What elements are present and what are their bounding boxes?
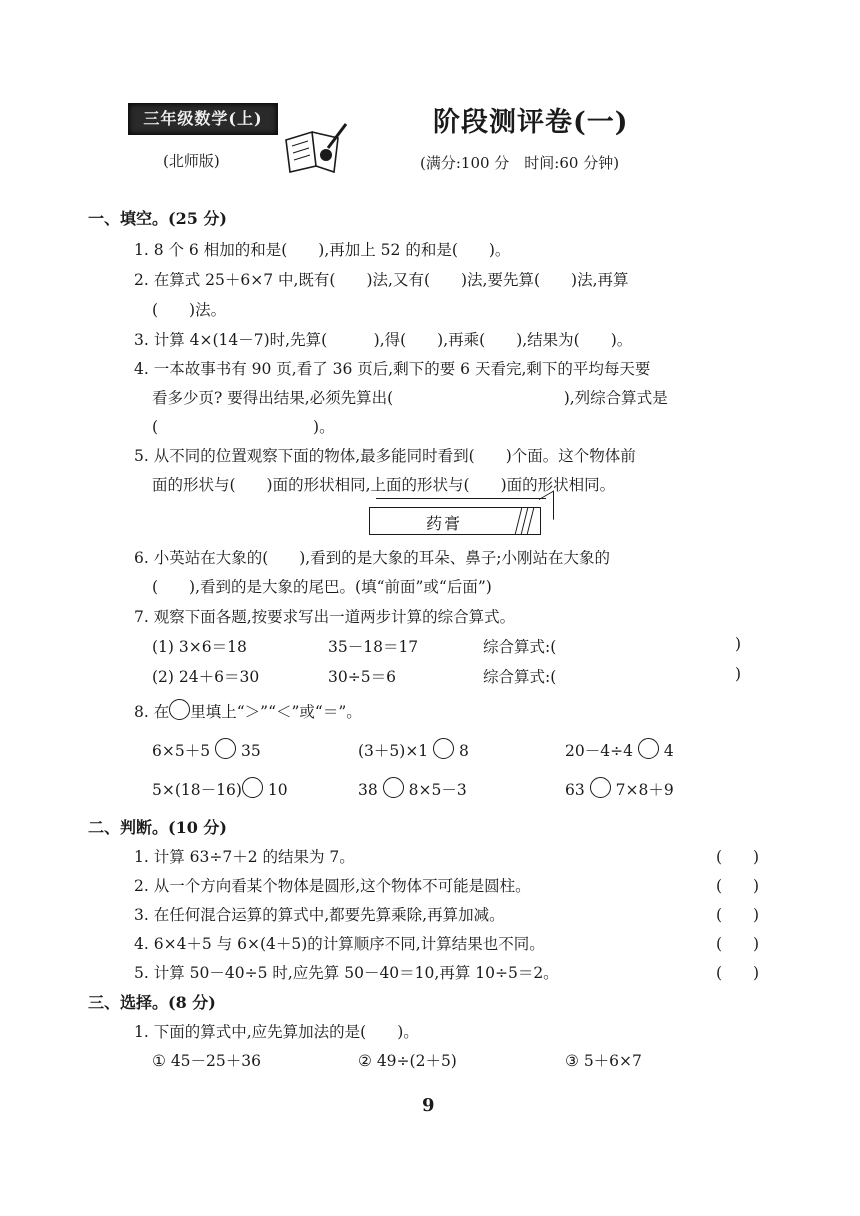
question-1-2: 2. 在算式 25＋6×7 中,既有( )法,又有( )法,要先算( )法,再算 xyxy=(134,271,629,289)
compare-right: 8 xyxy=(459,742,469,760)
choice-option-2: ② 49÷(2＋5) xyxy=(358,1052,457,1070)
blank-circle-icon xyxy=(433,738,454,759)
judge-answer-slot: ( ) xyxy=(716,848,760,866)
question-1-4-cont: 看多少页? 要得出结果,必须先算出( ),列综合算式是 xyxy=(152,389,668,407)
section-heading-fill: 一、填空。(25 分) xyxy=(88,209,227,228)
compare-item-4 xyxy=(152,777,288,800)
compare-right: 4 xyxy=(663,742,674,760)
q7-1-eq2: 35－18＝17 xyxy=(328,638,419,656)
judge-answer-slot: ( ) xyxy=(716,935,760,953)
judge-item-2: 2. 从一个方向看某个物体是圆形,这个物体不可能是圆柱。 xyxy=(134,877,531,895)
compare-right: 7×8＋9 xyxy=(615,781,674,799)
blank-circle-icon xyxy=(590,777,611,798)
box-end-face xyxy=(539,490,554,528)
section-heading-choice: 三、选择。(8 分) xyxy=(88,993,216,1012)
q7-2-eq1: (2) 24＋6＝30 xyxy=(152,668,260,686)
q7-1-answer-label: 综合算式:( xyxy=(483,638,557,656)
judge-answer-slot: ( ) xyxy=(716,964,760,982)
choice-option-1: ① 45－25＋36 xyxy=(152,1052,261,1070)
question-1-4-cont2: ( )。 xyxy=(152,418,335,436)
q8-suffix: 里填上“＞”“＜”或“＝”。 xyxy=(190,703,362,721)
question-1-3: 3. 计算 4×(14－7)时,先算( ),得( ),再乘( ),结果为( )。 xyxy=(134,331,633,349)
compare-item-5 xyxy=(358,777,467,800)
page-title: 阶段测评卷(一) xyxy=(433,107,629,138)
q7-2-answer-label: 综合算式:( xyxy=(483,668,557,686)
choice-question-1: 1. 下面的算式中,应先算加法的是( )。 xyxy=(134,1023,419,1041)
compare-right: 35 xyxy=(240,742,261,760)
question-1-6: 6. 小英站在大象的( ),看到的是大象的耳朵、鼻子;小刚站在大象的 xyxy=(134,549,610,567)
question-1-6-cont: ( ),看到的是大象的尾巴。(填“前面”或“后面”) xyxy=(152,578,492,596)
compare-left: (3＋5)×1 xyxy=(358,742,429,760)
blank-circle-icon xyxy=(215,738,236,759)
grade-banner: 三年级数学(上) xyxy=(128,103,278,135)
compare-right: 10 xyxy=(267,781,288,799)
question-1-7: 7. 观察下面各题,按要求写出一道两步计算的综合算式。 xyxy=(134,608,516,626)
question-1-4: 4. 一本故事书有 90 页,看了 36 页后,剩下的要 6 天看完,剩下的平均每天要 xyxy=(134,360,651,378)
section-heading-judge: 二、判断。(10 分) xyxy=(88,818,227,837)
compare-left: 5×(18－16) xyxy=(152,781,242,799)
judge-answer-slot: ( ) xyxy=(716,906,760,924)
compare-item-3 xyxy=(565,738,674,761)
q7-2-answer-close: ) xyxy=(735,665,742,683)
box-label: 药膏 xyxy=(426,514,463,533)
box-top-edge xyxy=(376,498,546,507)
compare-item-1 xyxy=(152,738,261,761)
compare-left: 63 xyxy=(565,781,585,799)
compare-left: 20－4÷4 xyxy=(565,742,633,760)
question-1-5-cont: 面的形状与( )面的形状相同,上面的形状与( )面的形状相同。 xyxy=(152,476,616,494)
judge-item-1: 1. 计算 63÷7＋2 的结果为 7。 xyxy=(134,848,355,866)
edition-label: (北师版) xyxy=(163,152,220,170)
question-1-5: 5. 从不同的位置观察下面的物体,最多能同时看到( )个面。这个物体前 xyxy=(134,447,636,465)
compare-item-6 xyxy=(565,777,674,800)
judge-item-5: 5. 计算 50－40÷5 时,应先算 50－40＝10,再算 10÷5＝2。 xyxy=(134,964,559,982)
question-1-8 xyxy=(134,699,362,722)
compare-item-2 xyxy=(358,738,469,761)
ointment-box-figure xyxy=(369,507,541,535)
q7-1-eq1: (1) 3×6＝18 xyxy=(152,638,247,656)
blank-circle-icon xyxy=(383,777,404,798)
judge-answer-slot: ( ) xyxy=(716,877,760,895)
compare-left: 38 xyxy=(358,781,378,799)
judge-item-3: 3. 在任何混合运算的算式中,都要先算乘除,再算加减。 xyxy=(134,906,505,924)
judge-item-4: 4. 6×4＋5 与 6×(4＋5)的计算顺序不同,计算结果也不同。 xyxy=(134,935,545,953)
blank-circle-icon xyxy=(638,738,659,759)
score-time-info: (满分:100 分 时间:60 分钟) xyxy=(420,154,620,172)
compare-right: 8×5－3 xyxy=(408,781,467,799)
q8-prefix: 8. 在 xyxy=(134,703,170,721)
q7-2-eq2: 30÷5＝6 xyxy=(328,668,396,686)
blank-circle-icon xyxy=(242,777,263,798)
compare-left: 6×5＋5 xyxy=(152,742,211,760)
q7-1-answer-close: ) xyxy=(735,635,742,653)
page-number: 9 xyxy=(422,1095,435,1116)
book-pen-icon xyxy=(282,118,352,174)
compare-circle-icon xyxy=(169,699,190,720)
question-1-2-cont: ( )法。 xyxy=(152,301,227,319)
question-1-1: 1. 8 个 6 相加的和是( ),再加上 52 的和是( )。 xyxy=(134,241,511,259)
choice-option-3: ③ 5＋6×7 xyxy=(565,1052,642,1070)
